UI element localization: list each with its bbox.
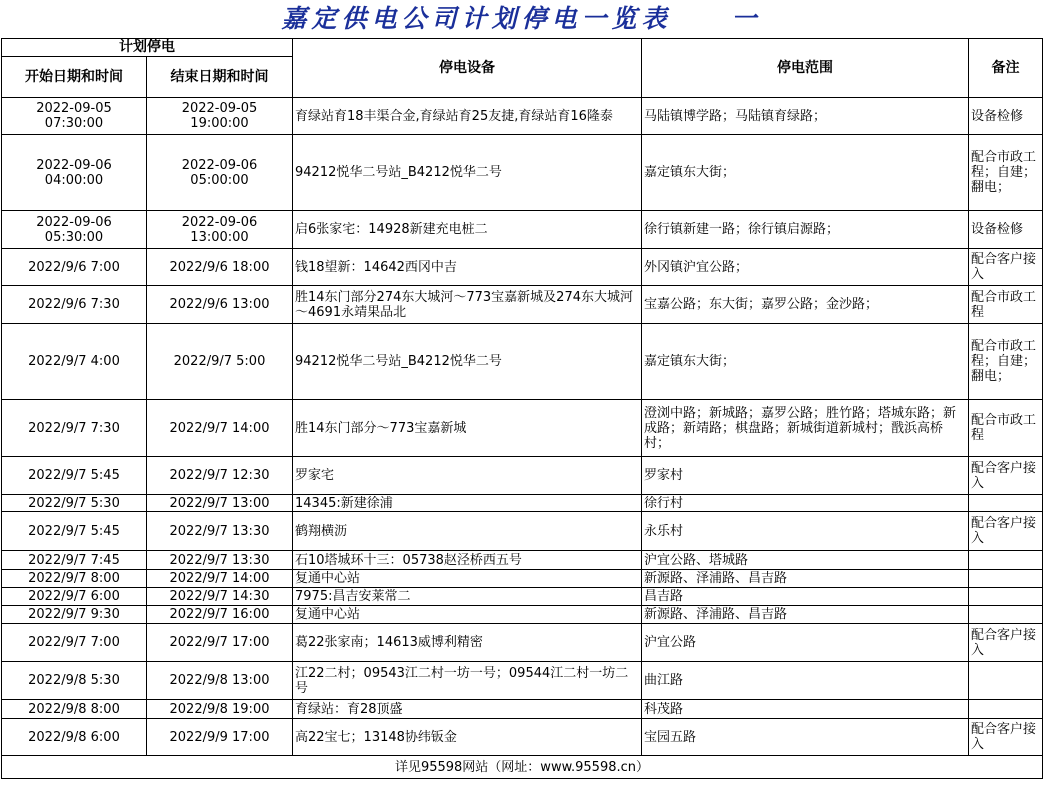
cell-equipment: 94212悦华二号站_B4212悦华二号 bbox=[293, 324, 642, 400]
cell-start: 2022/9/7 7:00 bbox=[2, 624, 147, 662]
cell-start: 2022/9/7 7:30 bbox=[2, 400, 147, 457]
cell-remark: 配合客户接入 bbox=[969, 512, 1043, 551]
cell-end: 2022-09-06 05:00:00 bbox=[147, 135, 293, 211]
cell-start: 2022/9/7 5:45 bbox=[2, 512, 147, 551]
header-remark: 备注 bbox=[969, 39, 1043, 98]
cell-start: 2022-09-06 05:30:00 bbox=[2, 211, 147, 249]
cell-equipment: 启6张家宅：14928新建充电桩二 bbox=[293, 211, 642, 249]
cell-equipment: 育绿站：育28顶盛 bbox=[293, 700, 642, 719]
cell-end: 2022/9/8 13:00 bbox=[147, 662, 293, 700]
cell-start: 2022/9/8 5:30 bbox=[2, 662, 147, 700]
cell-start: 2022/9/8 6:00 bbox=[2, 719, 147, 756]
cell-remark: 配合客户接入 bbox=[969, 249, 1043, 286]
cell-start: 2022/9/7 4:00 bbox=[2, 324, 147, 400]
cell-remark bbox=[969, 700, 1043, 719]
cell-scope: 新源路、泽浦路、昌吉路 bbox=[642, 570, 969, 588]
page-title: 嘉定供电公司计划停电一览表 一 bbox=[281, 4, 762, 33]
cell-equipment: 葛22张家南；14613威博利精密 bbox=[293, 624, 642, 662]
cell-remark: 配合客户接入 bbox=[969, 719, 1043, 756]
cell-equipment: 石10塔城环十三：05738赵泾桥西五号 bbox=[293, 551, 642, 570]
cell-equipment: 钱18望新：14642西冈中吉 bbox=[293, 249, 642, 286]
table-row bbox=[2, 624, 1043, 662]
cell-remark: 设备检修 bbox=[969, 211, 1043, 249]
table-row bbox=[2, 457, 1043, 495]
cell-end: 2022/9/7 14:00 bbox=[147, 400, 293, 457]
table-row bbox=[2, 662, 1043, 700]
cell-equipment: 复通中心站 bbox=[293, 570, 642, 588]
header-end: 结束日期和时间 bbox=[147, 57, 293, 98]
cell-start: 2022/9/7 9:30 bbox=[2, 606, 147, 624]
outage-table bbox=[1, 38, 1043, 779]
table-row bbox=[2, 324, 1043, 400]
header-equipment: 停电设备 bbox=[293, 39, 642, 98]
cell-remark bbox=[969, 588, 1043, 606]
cell-scope: 曲江路 bbox=[642, 662, 969, 700]
cell-scope: 宝园五路 bbox=[642, 719, 969, 756]
cell-scope: 嘉定镇东大街； bbox=[642, 135, 969, 211]
cell-scope: 徐行镇新建一路；徐行镇启源路； bbox=[642, 211, 969, 249]
table-row bbox=[2, 606, 1043, 624]
cell-start: 2022/9/7 6:00 bbox=[2, 588, 147, 606]
cell-end: 2022-09-05 19:00:00 bbox=[147, 98, 293, 135]
cell-scope: 罗家村 bbox=[642, 457, 969, 495]
cell-end: 2022/9/6 13:00 bbox=[147, 286, 293, 324]
cell-equipment: 鹤翔横沥 bbox=[293, 512, 642, 551]
table-row bbox=[2, 286, 1043, 324]
cell-equipment: 94212悦华二号站_B4212悦华二号 bbox=[293, 135, 642, 211]
cell-scope: 外冈镇沪宜公路； bbox=[642, 249, 969, 286]
cell-end: 2022/9/8 19:00 bbox=[147, 700, 293, 719]
cell-end: 2022/9/7 16:00 bbox=[147, 606, 293, 624]
cell-scope: 沪宜公路、塔城路 bbox=[642, 551, 969, 570]
table-row bbox=[2, 98, 1043, 135]
cell-equipment: 14345:新建徐浦 bbox=[293, 495, 642, 512]
cell-remark bbox=[969, 606, 1043, 624]
cell-remark: 配合市政工程；自建；翻电； bbox=[969, 324, 1043, 400]
cell-scope: 沪宜公路 bbox=[642, 624, 969, 662]
table-row bbox=[2, 512, 1043, 551]
cell-start: 2022-09-05 07:30:00 bbox=[2, 98, 147, 135]
cell-end: 2022/9/7 13:30 bbox=[147, 551, 293, 570]
cell-equipment: 胜14东门部分274东大城河～773宝嘉新城及274东大城河～4691永靖果品北 bbox=[293, 286, 642, 324]
cell-start: 2022/9/7 5:45 bbox=[2, 457, 147, 495]
cell-scope: 澄浏中路；新城路；嘉罗公路；胜竹路；塔城东路；新成路；新靖路；棋盘路；新城街道新城村；戬浜高桥村； bbox=[642, 400, 969, 457]
cell-scope: 嘉定镇东大街； bbox=[642, 324, 969, 400]
cell-scope: 徐行村 bbox=[642, 495, 969, 512]
cell-start: 2022/9/6 7:00 bbox=[2, 249, 147, 286]
header-start: 开始日期和时间 bbox=[2, 57, 147, 98]
cell-start: 2022/9/7 5:30 bbox=[2, 495, 147, 512]
cell-start: 2022/9/6 7:30 bbox=[2, 286, 147, 324]
header-planned-outage: 计划停电 bbox=[2, 39, 293, 57]
table-row bbox=[2, 551, 1043, 570]
cell-equipment: 复通中心站 bbox=[293, 606, 642, 624]
table-row bbox=[2, 400, 1043, 457]
cell-end: 2022/9/7 12:30 bbox=[147, 457, 293, 495]
cell-end: 2022/9/7 14:30 bbox=[147, 588, 293, 606]
table-row bbox=[2, 211, 1043, 249]
cell-end: 2022/9/7 13:00 bbox=[147, 495, 293, 512]
cell-scope: 科茂路 bbox=[642, 700, 969, 719]
table-row bbox=[2, 495, 1043, 512]
table-row bbox=[2, 135, 1043, 211]
cell-scope: 宝嘉公路；东大街；嘉罗公路；金沙路； bbox=[642, 286, 969, 324]
cell-remark bbox=[969, 662, 1043, 700]
cell-equipment: 7975:昌吉安莱常二 bbox=[293, 588, 642, 606]
footer-note: 详见95598网站（网址：www.95598.cn） bbox=[2, 756, 1043, 779]
table-row bbox=[2, 719, 1043, 756]
cell-remark: 配合市政工程；自建；翻电； bbox=[969, 135, 1043, 211]
cell-end: 2022/9/7 17:00 bbox=[147, 624, 293, 662]
cell-end: 2022/9/7 13:30 bbox=[147, 512, 293, 551]
cell-start: 2022-09-06 04:00:00 bbox=[2, 135, 147, 211]
cell-remark: 配合客户接入 bbox=[969, 624, 1043, 662]
cell-scope: 永乐村 bbox=[642, 512, 969, 551]
cell-remark: 配合客户接入 bbox=[969, 457, 1043, 495]
table-row bbox=[2, 249, 1043, 286]
cell-start: 2022/9/7 8:00 bbox=[2, 570, 147, 588]
cell-remark bbox=[969, 495, 1043, 512]
cell-equipment: 育绿站育18丰渠合金,育绿站育25友捷,育绿站育16隆泰 bbox=[293, 98, 642, 135]
cell-remark bbox=[969, 551, 1043, 570]
cell-equipment: 胜14东门部分～773宝嘉新城 bbox=[293, 400, 642, 457]
cell-end: 2022-09-06 13:00:00 bbox=[147, 211, 293, 249]
cell-equipment: 江22二村；09543江二村一坊一号；09544江二村一坊二号 bbox=[293, 662, 642, 700]
cell-end: 2022/9/7 14:00 bbox=[147, 570, 293, 588]
cell-scope: 马陆镇博学路；马陆镇育绿路； bbox=[642, 98, 969, 135]
cell-end: 2022/9/9 17:00 bbox=[147, 719, 293, 756]
cell-remark: 设备检修 bbox=[969, 98, 1043, 135]
table-row bbox=[2, 700, 1043, 719]
cell-end: 2022/9/6 18:00 bbox=[147, 249, 293, 286]
table-row bbox=[2, 588, 1043, 606]
cell-remark: 配合市政工程 bbox=[969, 286, 1043, 324]
header-scope: 停电范围 bbox=[642, 39, 969, 98]
cell-equipment: 高22宝七；13148协纬钣金 bbox=[293, 719, 642, 756]
cell-equipment: 罗家宅 bbox=[293, 457, 642, 495]
cell-remark bbox=[969, 570, 1043, 588]
cell-end: 2022/9/7 5:00 bbox=[147, 324, 293, 400]
cell-start: 2022/9/7 7:45 bbox=[2, 551, 147, 570]
cell-scope: 昌吉路 bbox=[642, 588, 969, 606]
cell-scope: 新源路、泽浦路、昌吉路 bbox=[642, 606, 969, 624]
cell-remark: 配合市政工程 bbox=[969, 400, 1043, 457]
cell-start: 2022/9/8 8:00 bbox=[2, 700, 147, 719]
table-row bbox=[2, 570, 1043, 588]
